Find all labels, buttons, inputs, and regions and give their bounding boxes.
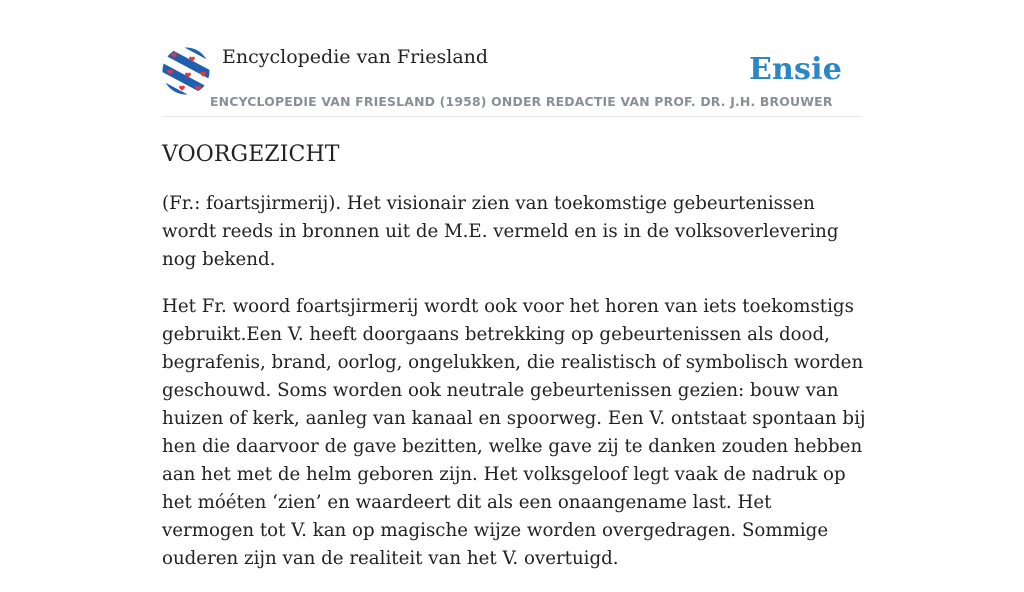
article bbox=[162, 140, 867, 592]
ensie-logo-link[interactable]: Ensie bbox=[748, 52, 842, 87]
frisian-flag-icon[interactable] bbox=[162, 47, 210, 95]
article-paragraph: (Fr.: foartsjirmerij). Het visionair zien van toekomstige gebeurtenissen wordt reeds in bronnen uit de M.E. vermeld en is in de volksoverlevering nog bekend. bbox=[162, 193, 839, 270]
article-title: VOORGEZICHT bbox=[162, 142, 340, 167]
article-paragraph: Het Fr. woord foartsjirmerij wordt ook voor het horen van iets toekomstigs gebruikt.Een V. heeft doorgaans betrekking op gebeurtenissen als dood, begrafenis, brand, oorlog, ongelukken, die realistisch of symbolisch worden geschouwd. Soms worden ook neutrale gebeurtenissen gezien: bouw van huizen of kerk, aanleg van kanaal en spoorweg. Een V. ontstaat spontaan bij hen die daarvoor de gave bezitten, welke gave zij te danken zouden hebben aan het met de helm geboren zijn. Het volksgeloof legt vaak de nadruk op het móéten ‘zien’ en waardeert dit als een onaangename last. Het vermogen tot V. kan op magische wijze worden overgedragen. Sommige ouderen zijn van de realiteit van het V. overtuigd. bbox=[162, 296, 866, 569]
site-header bbox=[162, 44, 862, 117]
site-tagline: ENCYCLOPEDIE VAN FRIESLAND (1958) ONDER REDACTIE VAN PROF. DR. J.H. BROUWER bbox=[210, 94, 833, 109]
site-title-link[interactable]: Encyclopedie van Friesland bbox=[222, 46, 489, 68]
